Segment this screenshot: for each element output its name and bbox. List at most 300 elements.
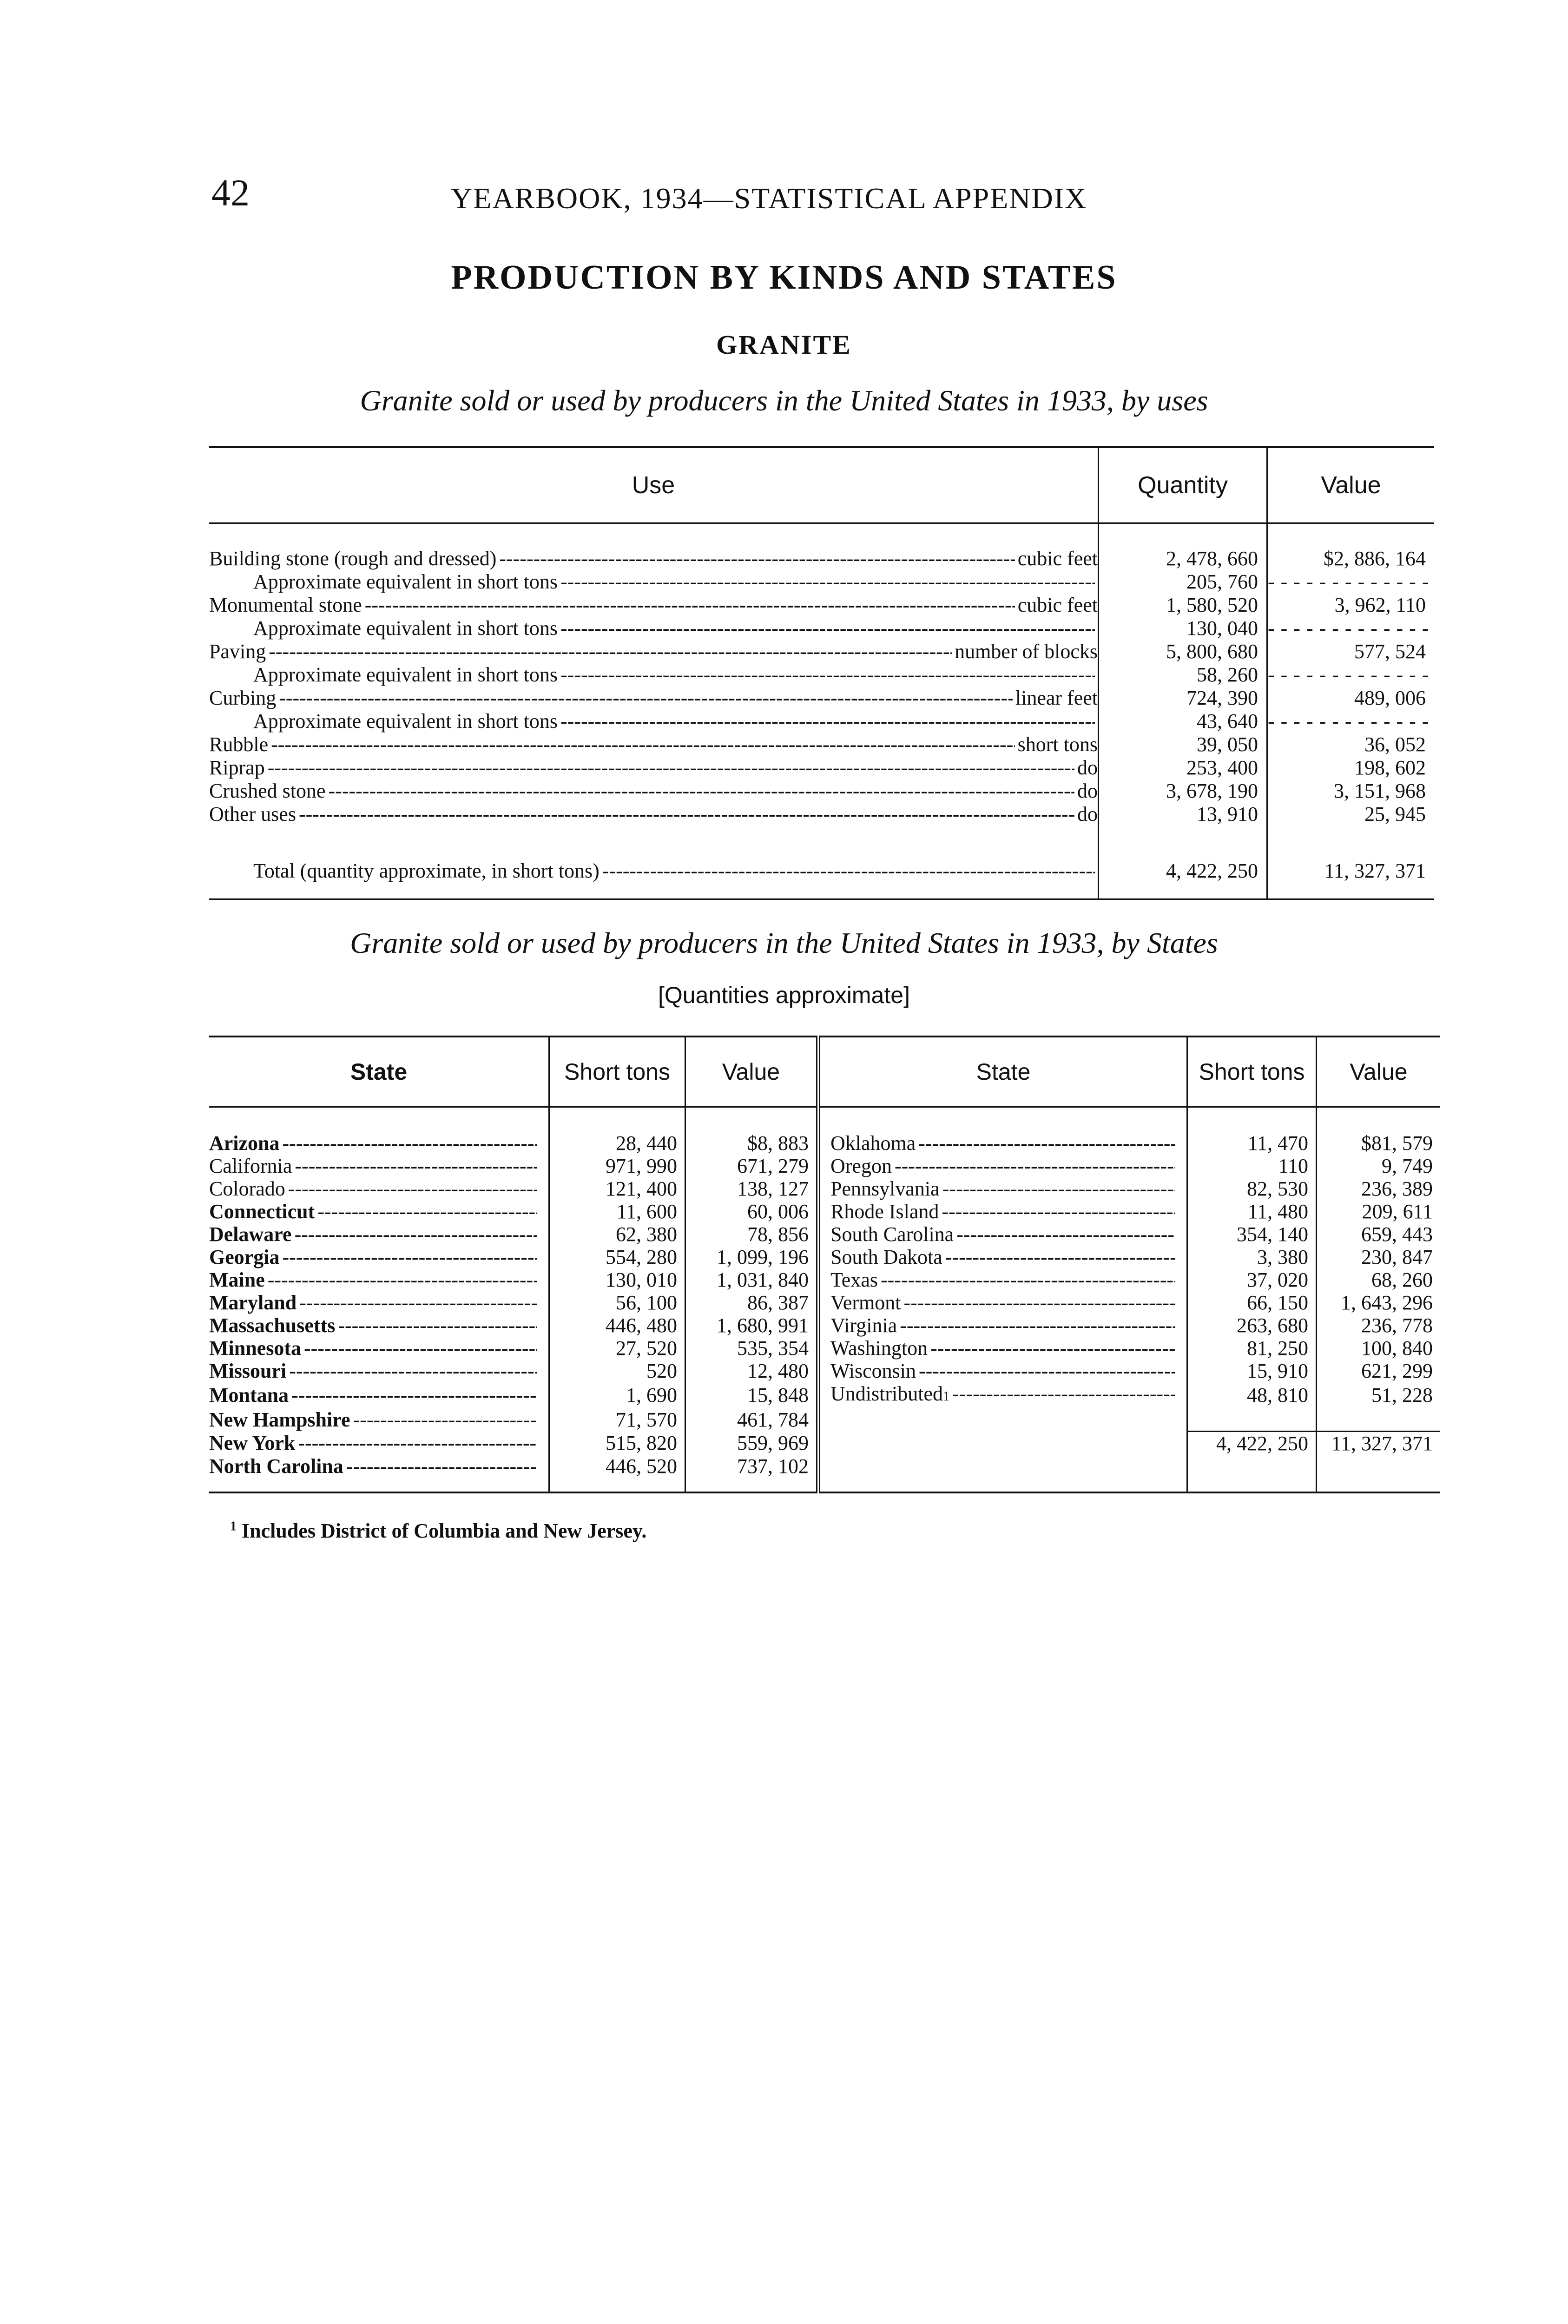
state-name: Massachusetts — [209, 1314, 336, 1337]
state-name: California — [209, 1155, 292, 1177]
use-leader — [209, 663, 1098, 687]
uses-table — [209, 446, 1434, 900]
value-cell: 9, 749 — [1317, 1155, 1441, 1177]
state-leader — [209, 1155, 540, 1177]
state-name: Minnesota — [209, 1337, 301, 1360]
state-leader — [830, 1177, 1178, 1200]
state-leader — [830, 1291, 1178, 1314]
leader-dots — [900, 1314, 1175, 1337]
leader-dots — [295, 1155, 537, 1177]
state-cell — [209, 1408, 549, 1432]
short-tons-cell: 37, 020 — [1187, 1268, 1317, 1291]
state-name: New York — [209, 1432, 296, 1455]
spacer-cell — [1099, 826, 1267, 844]
value-cell — [1267, 663, 1435, 687]
footnote-mark: 1 — [230, 1519, 237, 1534]
state-leader — [209, 1384, 540, 1406]
state-name: Vermont — [830, 1291, 901, 1314]
short-tons-cell — [1187, 1455, 1317, 1492]
value-cell: 461, 784 — [685, 1408, 818, 1432]
leader-dots — [560, 617, 1095, 640]
short-tons-cell: 130, 010 — [549, 1268, 685, 1291]
table-row — [209, 1432, 1440, 1455]
leader-dots — [560, 570, 1095, 594]
value-cell: 671, 279 — [685, 1155, 818, 1177]
use-leader — [209, 710, 1098, 733]
state-name: Oregon — [830, 1155, 892, 1177]
state-leader — [209, 1177, 540, 1200]
state-cell — [818, 1408, 1187, 1432]
use-leader — [209, 617, 1098, 640]
state-name: Virginia — [830, 1314, 897, 1337]
table-row — [209, 1223, 1440, 1246]
use-cell — [209, 710, 1099, 733]
value-cell: 1, 031, 840 — [685, 1268, 818, 1291]
short-tons-cell: 28, 440 — [549, 1107, 685, 1155]
state-name: New Hampshire — [209, 1408, 350, 1431]
state-name: Delaware — [209, 1223, 292, 1246]
footnote-mark: 1 — [942, 1389, 949, 1404]
quantity-cell: 3, 678, 190 — [1099, 779, 1267, 803]
value-cell — [1317, 1408, 1441, 1432]
section-title: PRODUCTION BY KINDS AND STATES — [451, 258, 1117, 297]
table-row — [209, 756, 1434, 779]
leader-dots — [299, 1291, 537, 1314]
state-leader — [830, 1337, 1178, 1360]
leader-dots — [283, 1246, 537, 1268]
value-cell: 51, 228 — [1317, 1382, 1441, 1408]
use-unit: cubic feet — [1017, 594, 1098, 616]
short-tons-cell: 15, 910 — [1187, 1360, 1317, 1382]
short-tons-cell: 971, 990 — [549, 1155, 685, 1177]
leader-dots — [346, 1455, 537, 1478]
value-cell: 1, 099, 196 — [685, 1246, 818, 1268]
state-cell — [818, 1246, 1187, 1268]
header-state-left: State — [209, 1037, 549, 1107]
state-cell — [209, 1200, 549, 1223]
use-cell — [209, 594, 1099, 617]
footnote-text: Includes District of Columbia and New Jersey. — [242, 1519, 647, 1542]
value-cell: 737, 102 — [685, 1455, 818, 1492]
use-unit: short tons — [1017, 733, 1098, 756]
header-state-right: State — [818, 1037, 1187, 1107]
value-cell: $81, 579 — [1317, 1107, 1441, 1155]
state-name: Missouri — [209, 1360, 287, 1382]
short-tons-cell: 110 — [1187, 1155, 1317, 1177]
table-row — [209, 663, 1434, 687]
use-cell — [209, 640, 1099, 663]
value-cell: 78, 856 — [685, 1223, 818, 1246]
use-leader — [209, 594, 1098, 617]
state-cell — [209, 1382, 549, 1408]
total-leader — [209, 859, 1098, 883]
running-head: YEARBOOK, 1934—STATISTICAL APPENDIX — [451, 182, 1087, 215]
value-cell: 236, 778 — [1317, 1314, 1441, 1337]
value-cell: 12, 480 — [685, 1360, 818, 1382]
use-label: Approximate equivalent in short tons — [253, 617, 558, 640]
state-leader — [209, 1291, 540, 1314]
short-tons-cell: 11, 480 — [1187, 1200, 1317, 1223]
state-leader — [830, 1360, 1178, 1382]
state-cell — [818, 1223, 1187, 1246]
leader-dots — [298, 1432, 537, 1454]
states-total-short-tons: 4, 422, 250 — [1187, 1432, 1317, 1455]
use-leader — [209, 547, 1098, 570]
state-name: Pennsylvania — [830, 1177, 940, 1200]
leader-dots — [288, 1177, 537, 1200]
use-unit: cubic feet — [1017, 547, 1098, 570]
state-cell — [209, 1432, 549, 1455]
leader-dots — [365, 594, 1015, 617]
value-cell: 535, 354 — [685, 1337, 818, 1360]
short-tons-cell: 3, 380 — [1187, 1246, 1317, 1268]
value-cell: 621, 299 — [1317, 1360, 1441, 1382]
state-name: Maine — [209, 1268, 265, 1291]
state-name: Wisconsin — [830, 1360, 916, 1382]
quantity-cell: 1, 580, 520 — [1099, 594, 1267, 617]
leader-dots — [304, 1337, 537, 1360]
state-name: Arizona — [209, 1132, 280, 1155]
table-row — [209, 640, 1434, 663]
states-table-body — [209, 1107, 1440, 1493]
total-row — [209, 844, 1434, 899]
state-cell — [818, 1268, 1187, 1291]
state-leader — [209, 1314, 540, 1337]
state-leader — [830, 1314, 1178, 1337]
footnote — [230, 1519, 646, 1543]
short-tons-cell: 66, 150 — [1187, 1291, 1317, 1314]
state-cell — [818, 1107, 1187, 1155]
value-cell: 25, 945 — [1267, 803, 1435, 826]
leader-dots — [881, 1268, 1175, 1291]
total-quantity: 4, 422, 250 — [1099, 844, 1267, 899]
state-cell — [209, 1155, 549, 1177]
leader-dots — [279, 687, 1013, 710]
state-cell — [209, 1455, 549, 1492]
use-leader — [209, 779, 1098, 803]
state-leader — [209, 1408, 540, 1431]
use-leader — [209, 570, 1098, 594]
value-cell — [1267, 710, 1435, 733]
state-cell — [209, 1177, 549, 1200]
state-leader — [209, 1246, 540, 1268]
header-quantity: Quantity — [1099, 447, 1267, 523]
header-value-left: Value — [685, 1037, 818, 1107]
use-cell — [209, 617, 1099, 640]
state-cell — [209, 1314, 549, 1337]
total-label-cell — [209, 844, 1099, 899]
state-cell — [818, 1177, 1187, 1200]
short-tons-cell — [1187, 1408, 1317, 1432]
value-cell: 86, 387 — [685, 1291, 818, 1314]
state-leader — [830, 1268, 1178, 1291]
state-leader — [830, 1200, 1178, 1223]
value-cell: $2, 886, 164 — [1267, 523, 1435, 571]
state-name: Rhode Island — [830, 1200, 939, 1223]
table-row — [209, 1177, 1440, 1200]
state-cell — [818, 1337, 1187, 1360]
total-value: 11, 327, 371 — [1267, 844, 1435, 899]
value-cell: 577, 524 — [1267, 640, 1435, 663]
use-label: Building stone (rough and dressed) — [209, 547, 497, 570]
leader-dots — [268, 756, 1074, 779]
value-cell — [1317, 1455, 1441, 1492]
value-cell: 100, 840 — [1317, 1337, 1441, 1360]
quantity-cell: 130, 040 — [1099, 617, 1267, 640]
short-tons-cell: 56, 100 — [549, 1291, 685, 1314]
use-label: Riprap — [209, 756, 265, 779]
use-label: Crushed stone — [209, 779, 326, 802]
state-cell — [209, 1246, 549, 1268]
use-label: Curbing — [209, 687, 277, 709]
states-table — [209, 1036, 1440, 1493]
value-cell — [1267, 617, 1435, 640]
use-cell — [209, 779, 1099, 803]
state-name: Colorado — [209, 1177, 285, 1200]
table-row — [209, 617, 1434, 640]
table-row — [209, 1455, 1440, 1492]
table-row — [209, 1155, 1440, 1177]
table-row — [209, 687, 1434, 710]
state-name: Undistributed — [830, 1382, 943, 1405]
leader-dots — [952, 1382, 1175, 1405]
leader-dots — [283, 1132, 537, 1155]
table-row — [209, 710, 1434, 733]
state-cell — [818, 1155, 1187, 1177]
short-tons-cell: 11, 600 — [549, 1200, 685, 1223]
state-cell — [818, 1360, 1187, 1382]
quantity-cell: 58, 260 — [1099, 663, 1267, 687]
quantity-cell: 43, 640 — [1099, 710, 1267, 733]
leader-dots — [918, 1132, 1175, 1155]
short-tons-cell: 515, 820 — [549, 1432, 685, 1455]
quantity-cell: 2, 478, 660 — [1099, 523, 1267, 571]
short-tons-cell: 27, 520 — [549, 1337, 685, 1360]
states-table-subcaption: [Quantities approximate] — [658, 982, 910, 1008]
spacer-cell — [1267, 826, 1435, 844]
value-cell: 198, 602 — [1267, 756, 1435, 779]
value-cell: 1, 643, 296 — [1317, 1291, 1441, 1314]
value-cell: 209, 611 — [1317, 1200, 1441, 1223]
state-leader — [830, 1155, 1178, 1177]
use-label: Rubble — [209, 733, 269, 756]
state-cell — [209, 1268, 549, 1291]
state-leader — [209, 1337, 540, 1360]
short-tons-cell: 446, 520 — [549, 1455, 685, 1492]
state-name: Washington — [830, 1337, 928, 1360]
table-row — [209, 1291, 1440, 1314]
short-tons-cell: 81, 250 — [1187, 1337, 1317, 1360]
state-cell — [818, 1314, 1187, 1337]
leader-dots — [602, 859, 1095, 883]
state-cell — [818, 1200, 1187, 1223]
use-label: Approximate equivalent in short tons — [253, 663, 558, 686]
value-cell: 36, 052 — [1267, 733, 1435, 756]
leader-dots — [919, 1360, 1175, 1382]
state-leader — [209, 1268, 540, 1291]
state-name: South Carolina — [830, 1223, 954, 1246]
page-number: 42 — [211, 172, 250, 214]
leader-dots — [904, 1291, 1175, 1314]
state-leader — [209, 1360, 540, 1382]
leader-dots — [299, 803, 1074, 826]
table-row — [209, 523, 1434, 571]
use-unit: do — [1077, 756, 1098, 779]
quantity-cell: 253, 400 — [1099, 756, 1267, 779]
value-cell: 236, 389 — [1317, 1177, 1441, 1200]
use-label: Other uses — [209, 803, 296, 825]
value-cell: $8, 883 — [685, 1107, 818, 1155]
quantity-cell: 205, 760 — [1099, 570, 1267, 594]
states-table-caption: Granite sold or used by producers in the United States in 1933, by States — [350, 926, 1218, 959]
quantity-cell: 39, 050 — [1099, 733, 1267, 756]
leader-dots — [942, 1177, 1175, 1200]
use-unit: do — [1077, 803, 1098, 825]
state-cell — [209, 1337, 549, 1360]
header-short-tons-left: Short tons — [549, 1037, 685, 1107]
table-row — [209, 779, 1434, 803]
header-short-tons-right: Short tons — [1187, 1037, 1317, 1107]
state-cell — [818, 1432, 1187, 1455]
short-tons-cell: 11, 470 — [1187, 1107, 1317, 1155]
table-row — [209, 1107, 1440, 1155]
uses-table-body — [209, 523, 1434, 899]
short-tons-cell: 62, 380 — [549, 1223, 685, 1246]
state-cell — [818, 1291, 1187, 1314]
state-cell — [818, 1382, 1187, 1408]
state-leader — [209, 1132, 540, 1155]
leader-dots — [499, 547, 1015, 570]
leader-dots — [560, 710, 1095, 733]
use-leader — [209, 687, 1098, 710]
leader-dots — [338, 1314, 537, 1337]
table-row — [209, 594, 1434, 617]
short-tons-cell: 121, 400 — [549, 1177, 685, 1200]
subsection-title: GRANITE — [716, 330, 852, 360]
table-row — [209, 1360, 1440, 1382]
value-cell: 559, 969 — [685, 1432, 818, 1455]
quantity-cell: 724, 390 — [1099, 687, 1267, 710]
header-value: Value — [1267, 447, 1435, 523]
use-label: Approximate equivalent in short tons — [253, 570, 558, 593]
value-cell: 659, 443 — [1317, 1223, 1441, 1246]
state-name: Maryland — [209, 1291, 297, 1314]
use-leader — [209, 640, 1098, 663]
table-row — [209, 1268, 1440, 1291]
table-row — [209, 570, 1434, 594]
value-cell — [1267, 570, 1435, 594]
header-value-right: Value — [1317, 1037, 1441, 1107]
value-cell: 1, 680, 991 — [685, 1314, 818, 1337]
state-name: North Carolina — [209, 1455, 343, 1478]
use-unit: linear feet — [1015, 687, 1098, 709]
state-name: South Dakota — [830, 1246, 942, 1268]
table-row — [209, 1382, 1440, 1408]
state-leader — [830, 1132, 1178, 1155]
leader-dots — [271, 733, 1015, 756]
leader-dots — [329, 779, 1074, 803]
state-cell — [209, 1223, 549, 1246]
leader-dots — [942, 1200, 1175, 1223]
state-leader — [830, 1382, 1178, 1408]
use-leader — [209, 756, 1098, 779]
state-name: Texas — [830, 1268, 878, 1291]
state-cell — [818, 1455, 1187, 1492]
uses-table-caption: Granite sold or used by producers in the United States in 1933, by uses — [360, 384, 1208, 417]
spacer-cell — [209, 826, 1099, 844]
leader-dots — [289, 1360, 537, 1382]
state-leader — [209, 1432, 540, 1454]
table-row — [209, 1408, 1440, 1432]
leader-dots — [895, 1155, 1175, 1177]
use-cell — [209, 756, 1099, 779]
state-name: Connecticut — [209, 1200, 315, 1223]
table-row — [209, 1314, 1440, 1337]
state-name: Oklahoma — [830, 1132, 916, 1155]
short-tons-cell: 263, 680 — [1187, 1314, 1317, 1337]
use-label: Monumental stone — [209, 594, 362, 616]
table-row — [209, 733, 1434, 756]
value-cell: 15, 848 — [685, 1382, 818, 1408]
value-cell: 138, 127 — [685, 1177, 818, 1200]
use-cell — [209, 570, 1099, 594]
value-cell: 68, 260 — [1317, 1268, 1441, 1291]
leader-dots — [269, 640, 952, 663]
state-leader — [209, 1455, 540, 1478]
short-tons-cell: 554, 280 — [549, 1246, 685, 1268]
leader-dots — [317, 1200, 537, 1223]
leader-dots — [945, 1246, 1175, 1268]
table-row — [209, 1246, 1440, 1268]
state-leader — [209, 1223, 540, 1246]
quantity-cell: 5, 800, 680 — [1099, 640, 1267, 663]
short-tons-cell: 446, 480 — [549, 1314, 685, 1337]
value-cell: 3, 962, 110 — [1267, 594, 1435, 617]
use-cell — [209, 733, 1099, 756]
value-cell: 60, 006 — [685, 1200, 818, 1223]
header-use: Use — [209, 447, 1099, 523]
use-label: Approximate equivalent in short tons — [253, 710, 558, 733]
use-unit: do — [1077, 779, 1098, 802]
state-cell — [209, 1360, 549, 1382]
state-cell — [209, 1107, 549, 1155]
use-cell — [209, 803, 1099, 826]
value-cell: 230, 847 — [1317, 1246, 1441, 1268]
state-name: Montana — [209, 1384, 289, 1406]
state-leader — [830, 1246, 1178, 1268]
use-cell — [209, 687, 1099, 710]
leader-dots — [353, 1408, 537, 1431]
short-tons-cell: 48, 810 — [1187, 1382, 1317, 1408]
value-cell: 489, 006 — [1267, 687, 1435, 710]
short-tons-cell: 520 — [549, 1360, 685, 1382]
use-label: Paving — [209, 640, 266, 663]
use-unit: number of blocks — [955, 640, 1098, 663]
use-leader — [209, 733, 1098, 756]
quantity-cell: 13, 910 — [1099, 803, 1267, 826]
leader-dots — [291, 1384, 537, 1406]
total-label: Total (quantity approximate, in short tons) — [253, 859, 600, 882]
leader-dots — [956, 1223, 1175, 1246]
short-tons-cell: 82, 530 — [1187, 1177, 1317, 1200]
states-total-value: 11, 327, 371 — [1317, 1432, 1441, 1455]
state-leader — [209, 1200, 540, 1223]
leader-dots — [295, 1223, 537, 1246]
state-name: Georgia — [209, 1246, 280, 1268]
leader-dots — [560, 663, 1095, 687]
leader-dots — [930, 1337, 1175, 1360]
table-row — [209, 803, 1434, 826]
